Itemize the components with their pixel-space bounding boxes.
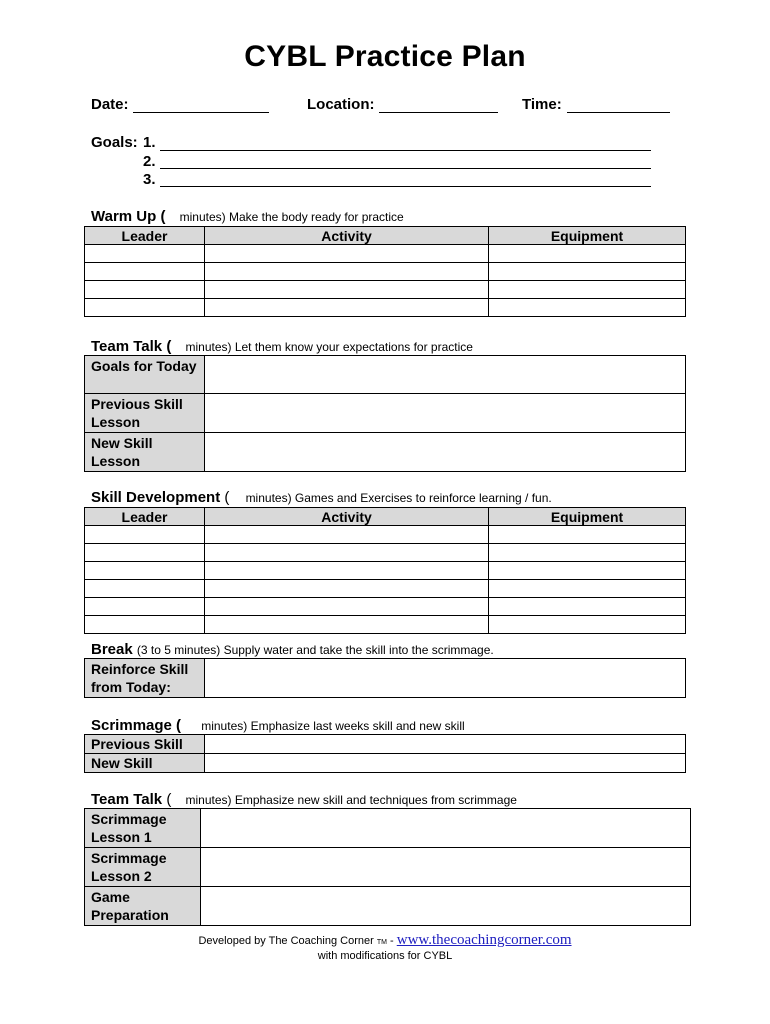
warmup-paren: ( [160, 208, 166, 225]
team-talk-desc: minutes) Let them know your expectations for practice [185, 340, 473, 354]
warmup-name: Warm Up [91, 208, 157, 225]
warmup-col-leader: Leader [85, 227, 205, 245]
goal-line-3[interactable] [160, 186, 651, 187]
table-row [85, 299, 686, 317]
goal-number-2: 2. [143, 153, 156, 170]
footer-modifications: with modifications for CYBL [317, 950, 453, 962]
row-label-previous-skill-lesson: Previous Skill Lesson [85, 394, 205, 433]
time-label: Time: [522, 96, 562, 113]
table-row [85, 562, 686, 580]
footer-link[interactable]: www.thecoachingcorner.com [396, 932, 572, 948]
warmup-heading [91, 208, 404, 225]
team-talk-2-table [84, 808, 691, 926]
skill-dev-col-equipment: Equipment [489, 508, 686, 526]
row-label-reinforce-skill: Reinforce Skill from Today: [85, 659, 205, 698]
team-talk-2-paren: ( [166, 791, 172, 808]
warmup-table [84, 226, 686, 317]
table-row [85, 245, 686, 263]
team-talk-2-desc: minutes) Emphasize new skill and techniques from scrimmage [185, 793, 517, 807]
goal-number-1: 1. [143, 134, 156, 151]
footer-dash: - [390, 935, 394, 947]
table-row [85, 598, 686, 616]
goals-label: Goals: [91, 134, 138, 151]
warmup-col-activity: Activity [205, 227, 489, 245]
skill-dev-table [84, 507, 686, 634]
table-row [85, 544, 686, 562]
row-label-goals-today: Goals for Today [85, 356, 205, 394]
table-row [85, 263, 686, 281]
time-line[interactable] [567, 112, 670, 113]
location-line[interactable] [379, 112, 498, 113]
row-label-game-preparation: Game Preparation [85, 887, 201, 926]
goal-number-3: 3. [143, 171, 156, 188]
footer-developed: Developed by The Coaching Corner [198, 935, 374, 947]
break-name: Break [91, 641, 133, 658]
team-talk-2-name: Team Talk [91, 791, 163, 808]
row-label-scrimmage-lesson-2: Scrimmage Lesson 2 [85, 848, 201, 887]
break-table [84, 658, 686, 698]
footer-tm: TM [376, 939, 387, 946]
goal-line-1[interactable] [160, 150, 651, 151]
warmup-col-equipment: Equipment [489, 227, 686, 245]
skill-dev-desc: minutes) Games and Exercises to reinforce learning / fun. [245, 491, 552, 505]
break-desc: (3 to 5 minutes) Supply water and take the skill into the scrimmage. [136, 643, 494, 657]
footer-credit [0, 932, 770, 949]
team-talk-table [84, 355, 686, 472]
warmup-desc: minutes) Make the body ready for practice [179, 210, 404, 224]
row-label-scrimmage-lesson-1: Scrimmage Lesson 1 [85, 809, 201, 848]
team-talk-heading [91, 338, 473, 355]
row-label-new-skill-lesson: New Skill Lesson [85, 433, 205, 472]
location-label: Location: [307, 96, 375, 113]
date-line[interactable] [133, 112, 269, 113]
table-row [85, 526, 686, 544]
goal-line-2[interactable] [160, 168, 651, 169]
scrimmage-table [84, 734, 686, 773]
row-label-previous-skill: Previous Skill [85, 735, 205, 754]
team-talk-2-heading [91, 791, 517, 808]
page-title: CYBL Practice Plan [244, 40, 526, 73]
row-label-new-skill: New Skill [85, 754, 205, 773]
skill-dev-paren: ( [224, 489, 230, 506]
team-talk-paren: ( [166, 338, 172, 355]
skill-dev-col-leader: Leader [85, 508, 205, 526]
scrimmage-paren: ( [176, 717, 182, 734]
skill-dev-name: Skill Development [91, 489, 221, 506]
skill-dev-heading [91, 489, 552, 506]
date-label: Date: [91, 96, 129, 113]
scrimmage-desc: minutes) Emphasize last weeks skill and new skill [201, 719, 465, 733]
scrimmage-heading [91, 717, 465, 734]
table-row [85, 616, 686, 634]
team-talk-name: Team Talk [91, 338, 163, 355]
scrimmage-name: Scrimmage [91, 717, 172, 734]
break-heading [91, 641, 494, 658]
skill-dev-col-activity: Activity [205, 508, 489, 526]
table-row [85, 281, 686, 299]
table-row [85, 580, 686, 598]
